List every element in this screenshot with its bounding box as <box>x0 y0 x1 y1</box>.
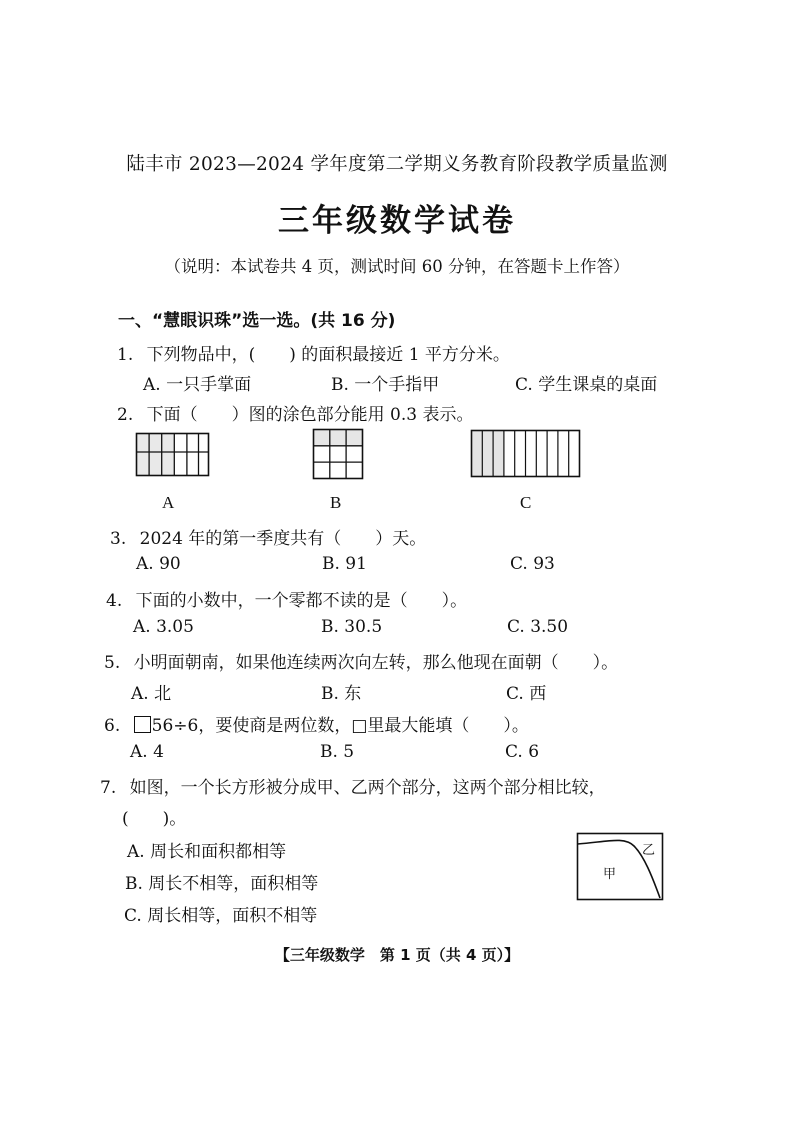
section-heading: 一、“慧眼识珠”选一选。(共 16 分) <box>118 311 396 331</box>
question-text: 如图，一个长方形被分成甲、乙两个部分，这两个部分相比较， <box>129 778 606 798</box>
question-number: 7. <box>100 778 117 798</box>
question-2 <box>117 400 473 425</box>
q7-label-yi: 乙 <box>642 843 656 858</box>
question-text: 小明面朝南，如果他连续两次向左转，那么他现在面朝（ ）。 <box>133 653 619 673</box>
question-5 <box>104 648 618 673</box>
q7-label-jia: 甲 <box>603 867 617 882</box>
q2-figure-a <box>135 432 210 478</box>
q1-option-b: B. 一个手指甲 <box>331 375 440 395</box>
q4-option-b: B. 30.5 <box>321 617 383 637</box>
question-text: 56÷6，要使商是两位数，□里最大能填（ ）。 <box>151 716 529 736</box>
question-number: 2. <box>117 405 134 425</box>
q5-option-c: C. 西 <box>506 684 547 704</box>
q2-figure-c <box>470 429 582 479</box>
q2-label-b: B <box>330 493 342 512</box>
q7-option-b: B. 周长不相等，面积相等 <box>125 874 319 894</box>
q1-option-c: C. 学生课桌的桌面 <box>515 375 658 395</box>
q4-option-c: C. 3.50 <box>507 617 569 637</box>
q7-option-a: A. 周长和面积都相等 <box>127 842 287 862</box>
blank-box-icon <box>134 716 151 733</box>
question-number: 6. <box>104 716 121 736</box>
question-text: 下面的小数中，一个零都不读的是（ ）。 <box>135 591 468 611</box>
q3-option-b: B. 91 <box>322 554 367 574</box>
q2-figure-b <box>312 428 364 480</box>
question-7-continued: ( )。 <box>122 809 187 829</box>
q4-option-a: A. 3.05 <box>133 617 194 637</box>
question-text: 2024 年的第一季度共有（ ）天。 <box>139 529 427 549</box>
q2-label-c: C <box>520 493 532 512</box>
exam-title: 三年级数学试卷 <box>278 203 516 239</box>
question-6 <box>104 711 529 736</box>
q6-option-a: A. 4 <box>130 742 164 762</box>
page-footer: 【三年级数学 第 1 页（共 4 页）】 <box>274 946 520 964</box>
question-number: 1. <box>117 345 134 365</box>
question-4 <box>106 586 467 611</box>
question-text: 下列物品中，( ) 的面积最接近 1 平方分米。 <box>146 345 510 365</box>
exam-note: （说明：本试卷共 4 页，测试时间 60 分钟，在答题卡上作答） <box>164 257 630 276</box>
question-3 <box>110 524 426 549</box>
question-7 <box>100 773 606 798</box>
question-number: 4. <box>106 591 123 611</box>
question-text: 下面（ ）图的涂色部分能用 0.3 表示。 <box>146 405 474 425</box>
question-number: 5. <box>104 653 121 673</box>
q7-option-c: C. 周长相等，面积不相等 <box>124 906 318 926</box>
q3-option-c: C. 93 <box>510 554 555 574</box>
question-1 <box>117 340 510 365</box>
q6-option-b: B. 5 <box>320 742 355 762</box>
q1-option-a: A. 一只手掌面 <box>143 375 252 395</box>
q5-option-b: B. 东 <box>321 684 362 704</box>
q2-label-a: A <box>162 493 175 512</box>
q6-option-c: C. 6 <box>505 742 540 762</box>
question-number: 3. <box>110 529 127 549</box>
q3-option-a: A. 90 <box>136 554 181 574</box>
exam-header: 陆丰市 2023—2024 学年度第二学期义务教育阶段教学质量监测 <box>126 154 668 175</box>
q5-option-a: A. 北 <box>131 684 172 704</box>
